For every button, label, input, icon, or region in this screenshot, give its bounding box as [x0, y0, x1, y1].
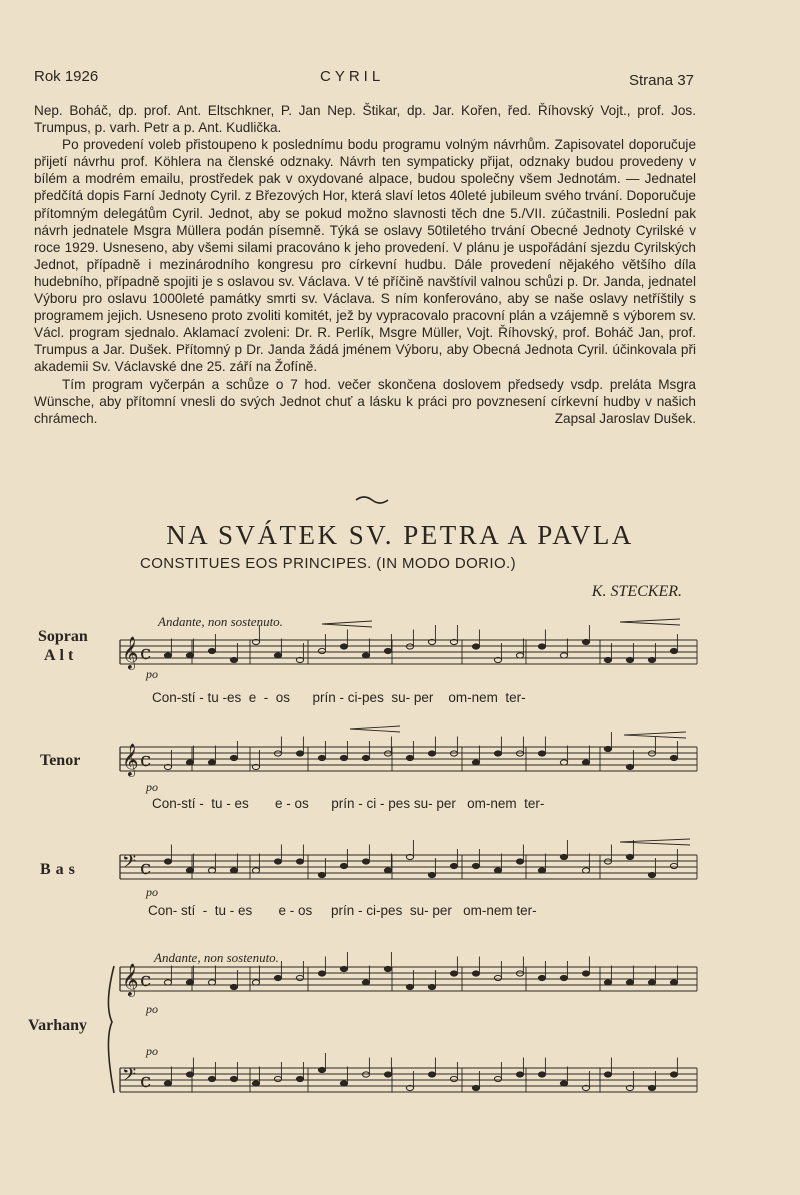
header-year: Rok 1926: [34, 68, 99, 85]
note-head-soprano-alto: [516, 653, 523, 658]
note-head-organ-lower: [538, 1072, 545, 1077]
note-head-bass: [560, 854, 567, 859]
note-head-organ-lower: [516, 1072, 523, 1077]
voice-label-organ: Varhany: [28, 1017, 87, 1034]
note-head-organ-upper: [538, 975, 545, 980]
note-head-soprano-alto: [582, 639, 589, 644]
note-head-tenor: [362, 755, 369, 760]
note-head-bass: [296, 859, 303, 864]
note-head-tenor: [604, 746, 611, 751]
note-head-organ-lower: [494, 1076, 501, 1081]
note-head-organ-upper: [318, 971, 325, 976]
note-head-soprano-alto: [626, 657, 633, 662]
voice-label-alto: Alt: [44, 647, 78, 664]
note-head-organ-lower: [186, 1072, 193, 1077]
note-head-tenor: [670, 755, 677, 760]
note-head-bass: [648, 872, 655, 877]
note-head-soprano-alto: [604, 657, 611, 662]
voice-label-tenor: Tenor: [40, 752, 81, 769]
note-head-bass: [494, 868, 501, 873]
paragraph-1: Nep. Boháč, dp. prof. Ant. Eltschkner, P. Jan Nep. Štikar, dp. Jar. Kořen, řed. Říhovský Vojt., prof. Jos. Trumpus, p. varh. Petr a p. Ant. Kudlička.: [34, 103, 696, 136]
note-head-organ-lower: [208, 1076, 215, 1081]
note-head-tenor: [538, 751, 545, 756]
note-head-tenor: [406, 755, 413, 760]
note-head-soprano-alto: [384, 648, 391, 653]
note-head-tenor: [340, 755, 347, 760]
treble-clef-icon: 𝄞: [122, 743, 139, 776]
note-head-organ-upper: [428, 984, 435, 989]
voice-label-soprano: Sopran: [38, 628, 88, 645]
dynamic-organ-lower: po: [146, 1044, 158, 1058]
note-head-soprano-alto: [406, 644, 413, 649]
note-head-organ-lower: [670, 1072, 677, 1077]
paragraph-2: Po provedení voleb přistoupeno k poslednímu bodu programu volným návrhům. Zapisovatel doporučuje přijetí návrhu prof. Köhlera na členské odznaky. Návrh ten sympaticky přijat, odznaky budou provedeny v bílém a modrém emailu, prostředek pak v oxydované alpace, budou společny všem Jednotám. — Jednatel předčítá dopis Farní Jednoty Cyril. z Březových Hor, která slaví letos 40leté jubileum svého trvání. Doporučuje přítomným delegátům Cyril. Jednot, aby se pokud možno slavnosti těch dne 5./VII. zúčastnili. Poslední pak návrh jednatele Msgra Müllera podán písemně. Týká se oslavy 50tiletého trvání Obecné Jednoty Cyrilské v roce 1929. Usneseno, aby všemi silami pracováno k jeho provedení. V plánu je uspořádání sjezdu Cyrilských Jednot, případně i mezinárodního kongresu pro církevní hudbu. Dále provedení nějakého většího díla hudebního, případně spojiti je s oslavou sv. Václava. V té příčině navštívil valnou schůzi p. Dr. Janda, jednatel Výboru pro oslavu 1000leté památky smrti sv. Václava. S ním konferováno, aby se naše oslavy netříštily s programem jejich. Usneseno proto zvoliti komitét, jež by vypracovalo pracovní plán a vzájemně s výborem sv. Václ. program sjednalo. Aklamací zvoleni: Dr. R. Perlík, Msgre Müller, Vojt. Říhovský, prof. Boháč Jan, prof. Trumpus a Jar. Dušek. Přítomný p Dr. Janda žádá jménem Výboru, aby Obecná Jednota Cyril. účinkovala při akademii Sv. Václavské dne 25. září na Žofíně.: [34, 137, 696, 375]
note-head-soprano-alto: [164, 653, 171, 658]
note-head-organ-upper: [648, 980, 655, 985]
note-head-organ-lower: [296, 1076, 303, 1081]
note-head-organ-upper: [340, 966, 347, 971]
note-head-tenor: [450, 751, 457, 756]
note-head-organ-upper: [494, 975, 501, 980]
note-head-soprano-alto: [274, 653, 281, 658]
note-head-bass: [450, 863, 457, 868]
note-head-soprano-alto: [560, 653, 567, 658]
note-head-tenor: [472, 760, 479, 765]
note-head-tenor: [428, 751, 435, 756]
lyrics-bass: Con- stí - tu - es e - os prín - ci-pes su- per om-nem ter-: [148, 903, 537, 918]
note-head-tenor: [186, 760, 193, 765]
note-head-organ-upper: [230, 984, 237, 989]
note-head-soprano-alto: [208, 648, 215, 653]
note-head-bass: [516, 859, 523, 864]
note-head-organ-upper: [516, 971, 523, 976]
note-head-soprano-alto: [472, 644, 479, 649]
note-head-soprano-alto: [340, 644, 347, 649]
note-head-tenor: [274, 751, 281, 756]
time-signature-common: c: [140, 1068, 152, 1092]
note-head-organ-upper: [626, 980, 633, 985]
note-head-organ-upper: [362, 980, 369, 985]
bass-clef-icon: 𝄢: [122, 852, 137, 877]
note-head-organ-upper: [406, 984, 413, 989]
note-head-bass: [472, 863, 479, 868]
note-head-organ-upper: [582, 971, 589, 976]
note-head-organ-lower: [274, 1076, 281, 1081]
note-head-bass: [626, 854, 633, 859]
note-head-bass: [252, 868, 259, 873]
note-head-organ-upper: [450, 971, 457, 976]
note-head-organ-lower: [604, 1072, 611, 1077]
note-head-soprano-alto: [670, 648, 677, 653]
note-head-bass: [604, 859, 611, 864]
note-head-tenor: [648, 751, 655, 756]
note-head-bass: [362, 859, 369, 864]
organ-brace: [108, 966, 114, 1093]
note-head-organ-upper: [252, 980, 259, 985]
note-head-organ-lower: [252, 1081, 259, 1086]
note-head-bass: [384, 868, 391, 873]
note-head-organ-upper: [384, 966, 391, 971]
note-head-bass: [208, 868, 215, 873]
dynamic-bass: po: [146, 885, 158, 899]
note-head-organ-upper: [186, 980, 193, 985]
paragraph-3-text: Tím program vyčerpán a schůze o 7 hod. večer skončena doslovem předsedy vsdp. preláta Msgra Wünsche, aby přítomní vnesli do svých Jednot chuť a lásku k práci pro povznesení církevní hudby v našich chrámech.: [34, 376, 696, 426]
note-head-tenor: [626, 764, 633, 769]
note-head-soprano-alto: [538, 644, 545, 649]
note-head-organ-lower: [560, 1081, 567, 1086]
note-head-organ-upper: [296, 975, 303, 980]
note-head-organ-lower: [164, 1081, 171, 1086]
note-head-organ-upper: [208, 980, 215, 985]
note-head-organ-upper: [274, 975, 281, 980]
treble-clef-icon: 𝄞: [122, 636, 139, 669]
hairpin: [620, 839, 690, 845]
note-head-organ-lower: [648, 1085, 655, 1090]
note-head-bass: [428, 872, 435, 877]
note-head-bass: [164, 859, 171, 864]
dynamic-soprano: po: [146, 667, 158, 681]
tempo-marking-organ: Andante, non sostenuto.: [154, 950, 279, 965]
lyrics-tenor: Con-stí - tu - es e - os prín - ci - pes su- per om-nem ter-: [152, 796, 545, 811]
time-signature-common: c: [140, 855, 152, 879]
tempo-marking-choir: Andante, non sostenuto.: [158, 614, 283, 629]
note-head-soprano-alto: [186, 653, 193, 658]
note-head-soprano-alto: [648, 657, 655, 662]
note-head-bass: [582, 868, 589, 873]
note-head-organ-lower: [318, 1067, 325, 1072]
note-head-organ-lower: [340, 1081, 347, 1086]
lyrics-soprano-alto: Con-stí - tu -es e - os prín - ci-pes su- per om-nem ter-: [152, 690, 526, 705]
note-head-bass: [538, 868, 545, 873]
note-head-organ-upper: [560, 975, 567, 980]
note-head-organ-upper: [472, 971, 479, 976]
header-page-number: Strana 37: [628, 72, 694, 89]
time-signature-common: c: [140, 747, 152, 771]
note-head-soprano-alto: [362, 653, 369, 658]
note-head-bass: [186, 868, 193, 873]
note-head-bass: [670, 863, 677, 868]
score-title: NA SVÁTEK SV. PETRA A PAVLA: [166, 520, 634, 550]
time-signature-common: c: [140, 640, 152, 664]
note-head-tenor: [230, 755, 237, 760]
note-head-tenor: [494, 751, 501, 756]
note-head-organ-lower: [450, 1076, 457, 1081]
hairpin: [620, 619, 680, 625]
note-head-bass: [340, 863, 347, 868]
note-head-tenor: [560, 760, 567, 765]
note-head-organ-lower: [230, 1076, 237, 1081]
note-head-organ-lower: [428, 1072, 435, 1077]
dynamic-tenor: po: [146, 780, 158, 794]
hairpin: [322, 621, 372, 627]
note-head-tenor: [384, 751, 391, 756]
note-head-organ-upper: [670, 980, 677, 985]
note-head-organ-lower: [362, 1072, 369, 1077]
hairpin: [350, 726, 400, 732]
note-head-bass: [318, 872, 325, 877]
note-head-organ-lower: [472, 1085, 479, 1090]
treble-clef-icon: 𝄞: [122, 963, 139, 996]
composer: K. STECKER.: [591, 583, 682, 600]
note-head-bass: [274, 859, 281, 864]
note-head-organ-upper: [164, 980, 171, 985]
note-head-tenor: [318, 755, 325, 760]
voice-label-bass: Bas: [40, 861, 80, 878]
note-head-tenor: [208, 760, 215, 765]
bass-clef-icon: 𝄢: [122, 1065, 137, 1090]
note-head-tenor: [296, 751, 303, 756]
note-head-soprano-alto: [318, 648, 325, 653]
time-signature-common: c: [140, 967, 152, 991]
note-head-tenor: [582, 760, 589, 765]
note-head-organ-upper: [604, 980, 611, 985]
note-head-tenor: [516, 751, 523, 756]
signature: Zapsal Jaroslav Dušek.: [554, 410, 696, 426]
note-head-soprano-alto: [230, 657, 237, 662]
note-head-bass: [230, 868, 237, 873]
score-subtitle: CONSTITUES EOS PRINCIPES. (IN MODO DORIO.): [140, 555, 516, 572]
dynamic-organ-upper: po: [146, 1002, 158, 1016]
header-journal-title: CYRIL: [320, 68, 385, 85]
note-head-organ-lower: [384, 1072, 391, 1077]
